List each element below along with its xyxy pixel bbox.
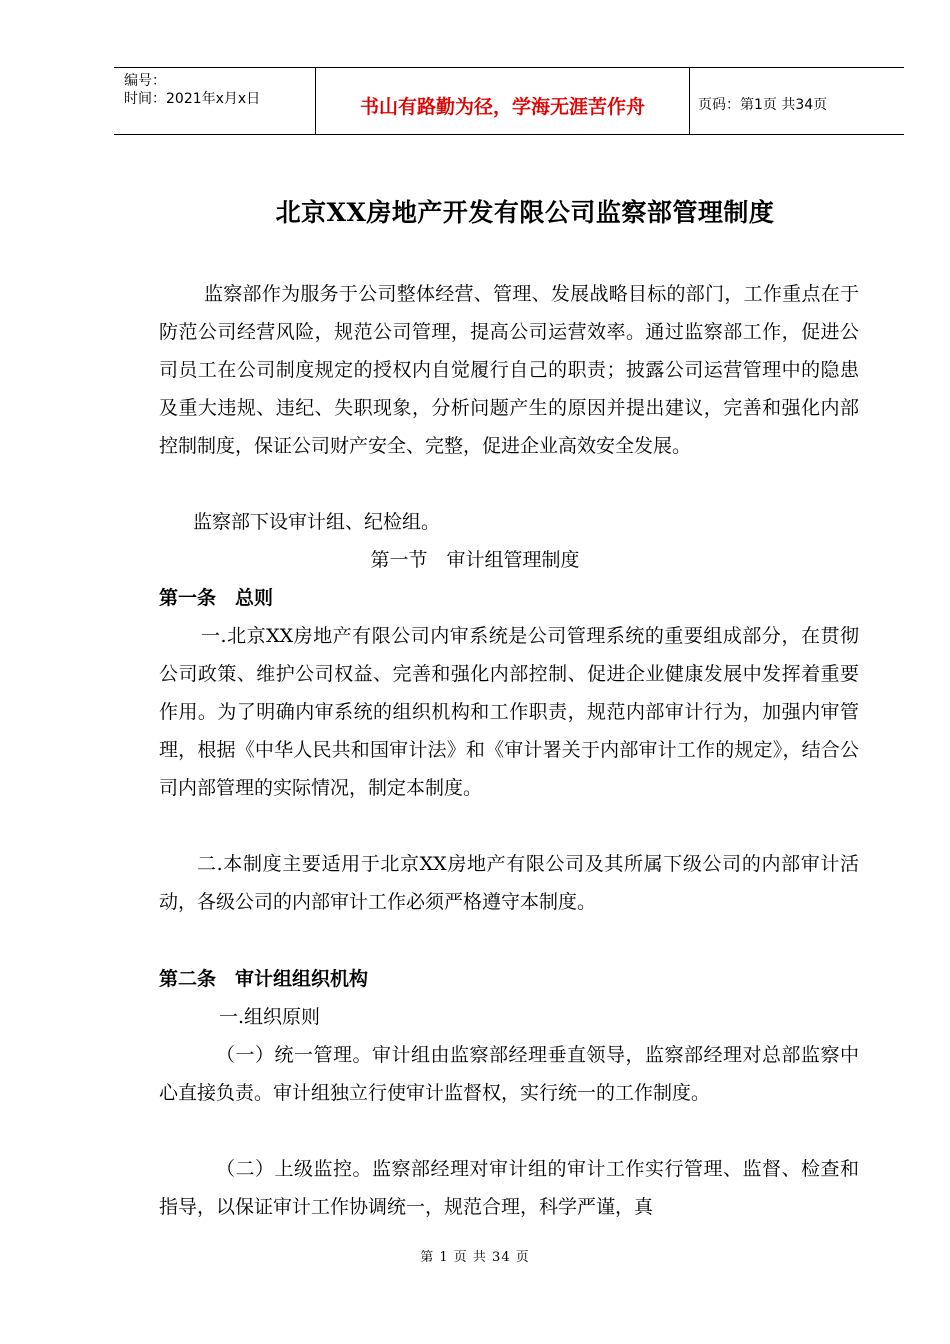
page-footer: 第 1 页 共 34 页 [420,1250,530,1265]
intro-paragraph-1: 监察部作为服务于公司整体经营、管理、发展战略目标的部门，工作重点在于防范公司经营风险，规范公司管理，提高公司运营效率。通过监察部工作，促进公司员工在公司制度规定的授权内自觉履行自己的职责；披露公司运营管理中的隐患及重大违规、违纪、失职现象，分析问题产生的原因并提出建议，完善和强化内部控制制度，保证公司财产安全、完整，促进企业高效安全发展。 [159,283,859,457]
article-2-paragraph-1: （一）统一管理。审计组由监察部经理垂直领导，监察部经理对总部监察中心直接负责。审计组独立行使审计监督权，实行统一的工作制度。 [159,1044,859,1104]
document-time-label: 时间：2021年x月x日 [124,91,261,107]
section-heading: 第一节 审计组管理制度 [370,549,580,571]
intro-paragraph-2: 监察部下设审计组、纪检组。 [193,511,441,533]
document-number-label: 编号： [124,73,166,89]
header-page-number: 页码：第1页 共34页 [698,97,828,113]
document-title: 北京XX房地产开发有限公司监察部管理制度 [275,198,775,227]
page-header [114,67,904,135]
article-2-paragraph-2: （二）上级监控。监察部经理对审计组的审计工作实行管理、监督、检查和指导，以保证审计工作协调统一，规范合理，科学严谨，真 [159,1158,859,1218]
article-1-heading: 第一条 总则 [159,587,274,609]
article-1-paragraph-2: 二.本制度主要适用于北京XX房地产有限公司及其所属下级公司的内部审计活动，各级公司的内部审计工作必须严格遵守本制度。 [159,853,859,913]
header-motto: 书山有路勤为径，学海无涯苦作舟 [316,68,690,134]
article-2-heading: 第二条 审计组组织机构 [159,968,369,990]
article-1-paragraph-1: 一.北京XX房地产有限公司内审系统是公司管理系统的重要组成部分，在贯彻公司政策、维护公司权益、完善和强化内部控制、促进企业健康发展中发挥着重要作用。为了明确内审系统的组织机构和工作职责，规范内部审计行为，加强内审管理，根据《中华人民共和国审计法》和《审计署关于内部审计工作的规定》，结合公司内部管理的实际情况，制定本制度。 [159,625,859,799]
article-2-subheading: 一.组织原则 [219,1006,321,1028]
header-meta [114,68,316,134]
